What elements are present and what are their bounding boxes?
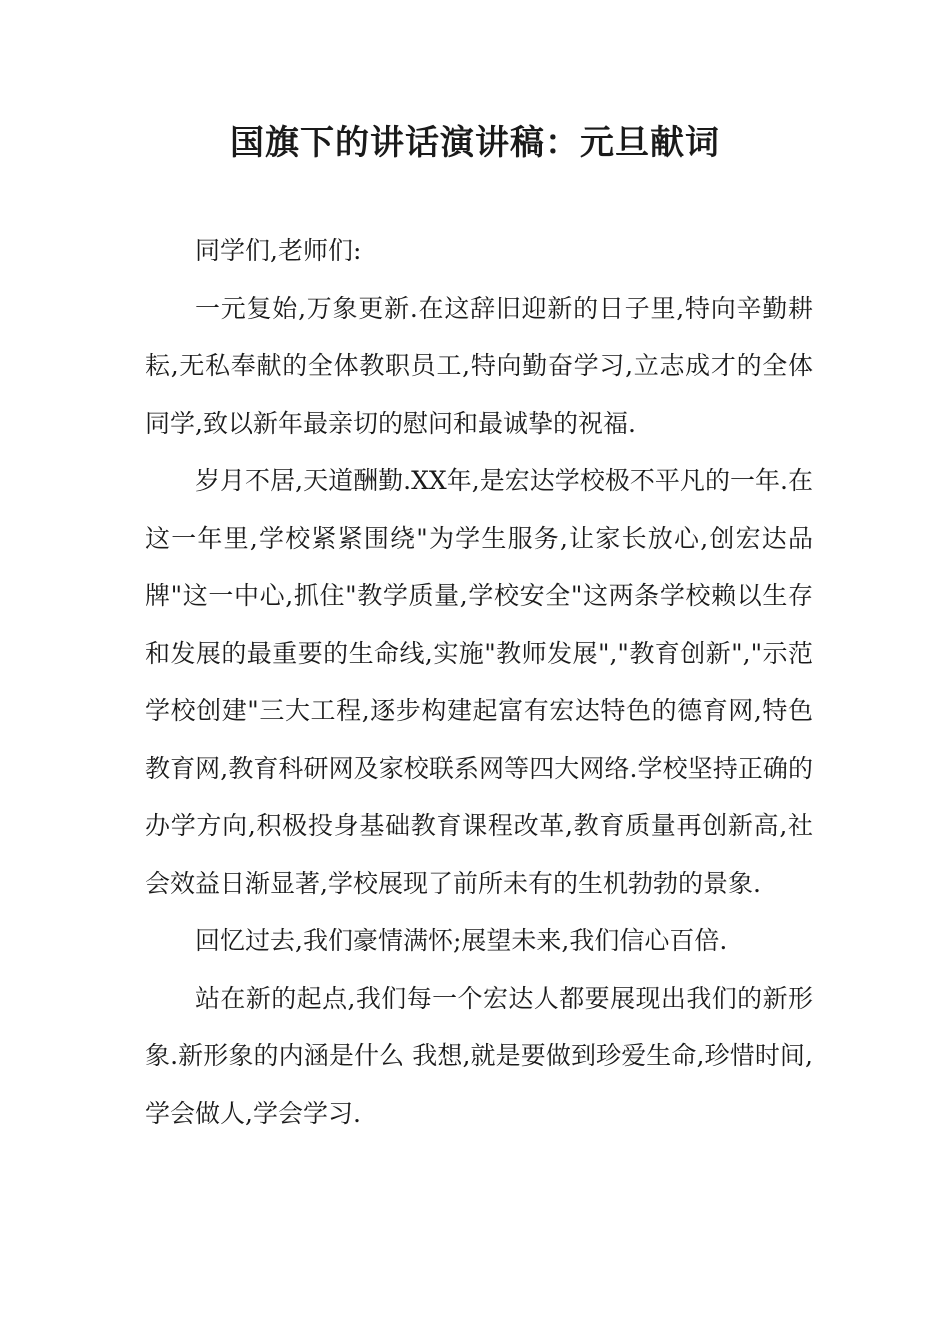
paragraph: 岁月不居,天道酬勤.XX年,是宏达学校极不平凡的一年.在这一年里,学校紧紧围绕"为学生服务,让家长放心,创宏达品牌"这一中心,抓住"教学质量,学校安全"这两条学校赖以生存和发展的最重要的生命线,实施"教师发展","教育创新","示范学校创建"三大工程,逐步构建起富有宏达特色的德育网,特色教育网,教育科研网及家校联系网等四大网络.学校坚持正确的办学方向,积极投身基础教育课程改革,教育质量再创新高,社会效益日渐显著,学校展现了前所未有的生机勃勃的景象.	[145, 466, 813, 898]
document-title: 国旗下的讲话演讲稿：元旦献词	[230, 123, 720, 163]
paragraph: 一元复始,万象更新.在这辞旧迎新的日子里,特向辛勤耕耘,无私奉献的全体教职员工,特向勤奋学习,立志成才的全体同学,致以新年最亲切的慰问和最诚挚的祝福.	[145, 293, 813, 438]
document-body	[145, 222, 813, 1142]
paragraph: 站在新的起点,我们每一个宏达人都要展现出我们的新形象.新形象的内涵是什么 我想,就是要做到珍爱生命,珍惜时间,学会做人,学会学习.	[145, 983, 813, 1128]
paragraph-greeting: 同学们,老师们:	[195, 236, 362, 265]
paragraph: 回忆过去,我们豪情满怀;展望未来,我们信心百倍.	[195, 926, 728, 955]
